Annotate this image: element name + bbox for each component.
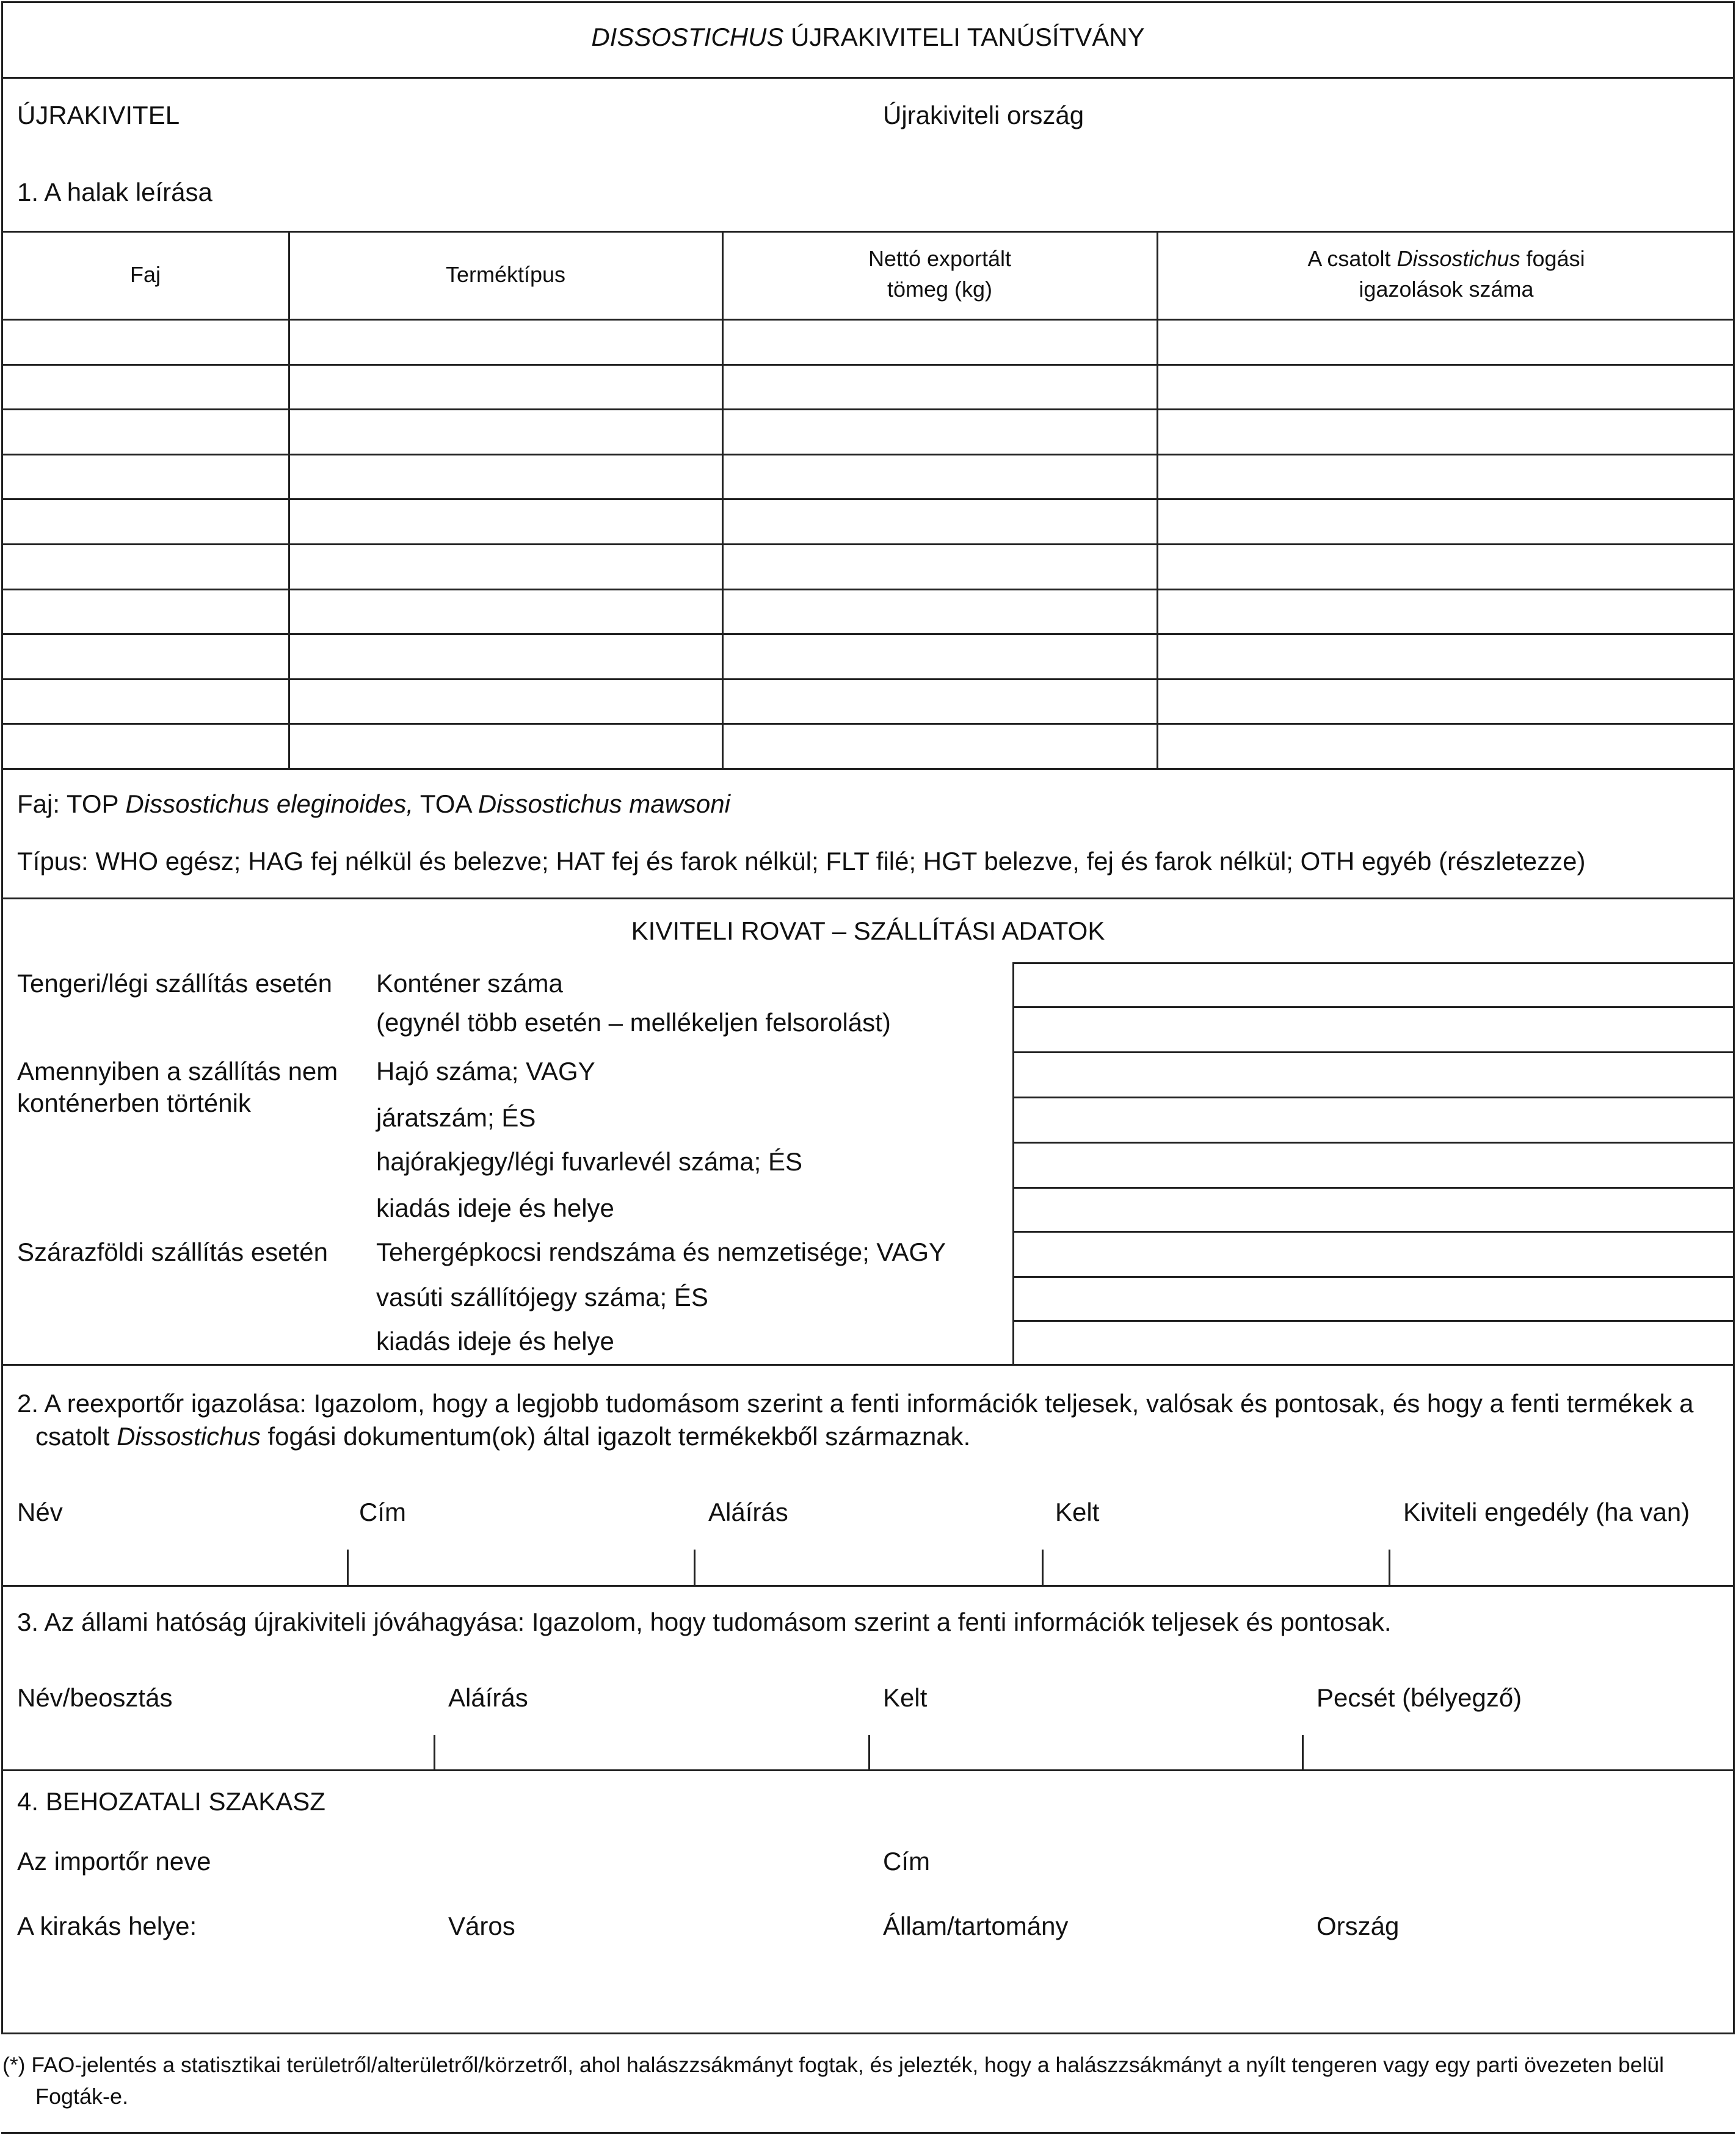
- divider-section3: [1, 1769, 1735, 1771]
- section1-label: 1. A halak leírása: [17, 178, 212, 206]
- section4-label: 4. BEHOZATALI SZAKASZ: [17, 1787, 325, 1816]
- shipping-input-top: [1012, 962, 1735, 964]
- section2-text-2: [35, 1421, 970, 1452]
- rail-label: vasúti szállítójegy száma; ÉS: [376, 1283, 708, 1311]
- section2-date-label: Kelt: [1055, 1498, 1100, 1526]
- divider-shipping: [1, 1364, 1735, 1366]
- footnote-line-2: Fogták-e.: [35, 2084, 129, 2109]
- section3-text: 3. Az állami hatóság újrakiviteli jóváhagyása: Igazolom, hogy tudomásom szerint a fenti információk teljesek és pontosak.: [17, 1608, 1392, 1636]
- table-row-divider: [1, 678, 1735, 680]
- section2-address-label: Cím: [359, 1498, 406, 1526]
- species-legend-d: Dissostichus mawsoni: [478, 789, 730, 818]
- importer-label: Az importőr neve: [17, 1847, 211, 1876]
- issue-label-1: kiadás ideje és helye: [376, 1194, 614, 1222]
- section2-licence-label: Kiviteli engedély (ha van): [1403, 1498, 1690, 1526]
- importer-address-label: Cím: [883, 1847, 930, 1876]
- divider-bottom-rule: [1, 2132, 1735, 2134]
- header-documents-1a: A csatolt: [1307, 246, 1397, 271]
- section3-field-divider: [434, 1735, 435, 1769]
- footnote-line-1: (*) FAO-jelentés a statisztikai területről/alterületről/körzetről, ahol halászzsákmányt fogtak, és jelezték, hogy a halászzsákmányt a nyílt tengeren vagy egy parti övezeten belül: [2, 2053, 1665, 2077]
- divider-section2: [1, 1585, 1735, 1587]
- landing-label: A kirakás helye:: [17, 1912, 197, 1940]
- section2-text-2a: csatolt: [35, 1422, 117, 1451]
- title-italic: DISSOSTICHUS: [591, 23, 784, 51]
- table-row-divider: [1, 589, 1735, 590]
- species-legend-c: TOA: [413, 789, 478, 818]
- table-row-divider: [1, 543, 1735, 545]
- section2-field-divider: [347, 1550, 349, 1585]
- state-label: Állam/tartomány: [883, 1912, 1069, 1940]
- shipping-input-divider: [1012, 1051, 1735, 1053]
- shipping-input-divider: [1012, 1187, 1735, 1189]
- divider-section1: [1, 231, 1735, 233]
- table-row-divider: [1, 723, 1735, 725]
- section3-date-label: Kelt: [883, 1683, 928, 1712]
- section2-text-2b: Dissostichus: [117, 1422, 261, 1451]
- reexport-country-label: Újrakiviteli ország: [883, 101, 1084, 129]
- section2-text-1: 2. A reexportőr igazolása: Igazolom, hogy a legjobb tudomásom szerint a fenti információk teljesek, valósak és pontosak, és hogy a fenti termékek a: [17, 1389, 1694, 1418]
- section3-field-divider: [868, 1735, 870, 1769]
- container-note: (egynél több esetén – mellékeljen felsorolást): [376, 1008, 891, 1037]
- land-label: Szárazföldi szállítás esetén: [17, 1238, 328, 1266]
- section2-field-divider: [1042, 1550, 1044, 1585]
- table-row-divider: [1, 454, 1735, 455]
- shipping-input-divider: [1012, 1006, 1735, 1008]
- species-legend: [17, 789, 730, 819]
- reexport-label: ÚJRAKIVITEL: [17, 101, 180, 129]
- section2-name-label: Név: [17, 1498, 63, 1526]
- table-row-divider: [1, 408, 1735, 410]
- section3-name-title-label: Név/beosztás: [17, 1683, 173, 1712]
- header-species: Faj: [129, 262, 161, 287]
- page-title: [0, 22, 1736, 53]
- section2-field-divider: [1389, 1550, 1390, 1585]
- shipping-input-border: [1012, 962, 1014, 1365]
- table-column-divider: [288, 231, 290, 768]
- container-number-label: Konténer száma: [376, 969, 563, 998]
- shipping-title: KIVITELI ROVAT – SZÁLLÍTÁSI ADATOK: [631, 916, 1105, 945]
- shipping-input-divider: [1012, 1276, 1735, 1278]
- section3-signature-label: Aláírás: [448, 1683, 528, 1712]
- species-legend-b: Dissostichus eleginoides,: [125, 789, 413, 818]
- title-rest: ÚJRAKIVITELI TANÚSÍTVÁNY: [783, 23, 1145, 51]
- section2-signature-label: Aláírás: [708, 1498, 788, 1526]
- flight-label: járatszám; ÉS: [376, 1103, 536, 1132]
- shipping-input-divider: [1012, 1320, 1735, 1322]
- city-label: Város: [448, 1912, 515, 1940]
- bill-label: hajórakjegy/légi fuvarlevél száma; ÉS: [376, 1147, 803, 1176]
- shipping-input-divider: [1012, 1142, 1735, 1144]
- issue-label-2: kiadás ideje és helye: [376, 1327, 614, 1355]
- header-documents-1: [1158, 245, 1735, 272]
- header-documents-1c: fogási: [1520, 246, 1585, 271]
- vessel-label: Hajó száma; VAGY: [376, 1057, 595, 1086]
- sea-air-label: Tengeri/légi szállítás esetén: [17, 969, 332, 998]
- table-column-divider: [1157, 231, 1158, 768]
- divider-table-header: [1, 319, 1735, 321]
- table-row-divider: [1, 633, 1735, 635]
- divider-title: [1, 77, 1735, 79]
- table-row-divider: [1, 768, 1735, 770]
- not-container-label-2: konténerben történik: [17, 1089, 251, 1117]
- table-row-divider: [1, 364, 1735, 366]
- shipping-input-divider: [1012, 1097, 1735, 1098]
- table-row-divider: [1, 498, 1735, 500]
- header-documents-1b: Dissostichus: [1396, 246, 1520, 271]
- not-container-label-1: Amennyiben a szállítás nem: [17, 1057, 338, 1086]
- divider-legend: [1, 897, 1735, 899]
- header-documents-2: igazolások száma: [1359, 277, 1534, 302]
- table-column-divider: [722, 231, 724, 768]
- section2-field-divider: [694, 1550, 695, 1585]
- header-product-type: Terméktípus: [445, 262, 566, 287]
- header-net-weight-1: Nettó exportált: [868, 246, 1012, 271]
- species-legend-a: Faj: TOP: [17, 789, 126, 818]
- section3-field-divider: [1302, 1735, 1304, 1769]
- section3-stamp-label: Pecsét (bélyegző): [1317, 1683, 1522, 1712]
- truck-label: Tehergépkocsi rendszáma és nemzetisége; VAGY: [376, 1238, 946, 1266]
- header-net-weight-2: tömeg (kg): [887, 277, 993, 302]
- section2-text-2c: fogási dokumentum(ok) által igazolt termékekből származnak.: [260, 1422, 971, 1451]
- type-legend: Típus: WHO egész; HAG fej nélkül és belezve; HAT fej és farok nélkül; FLT filé; HGT belezve, fej és farok nélkül; OTH egyéb (részletezze): [17, 847, 1586, 876]
- country-label: Ország: [1317, 1912, 1400, 1940]
- shipping-input-divider: [1012, 1231, 1735, 1233]
